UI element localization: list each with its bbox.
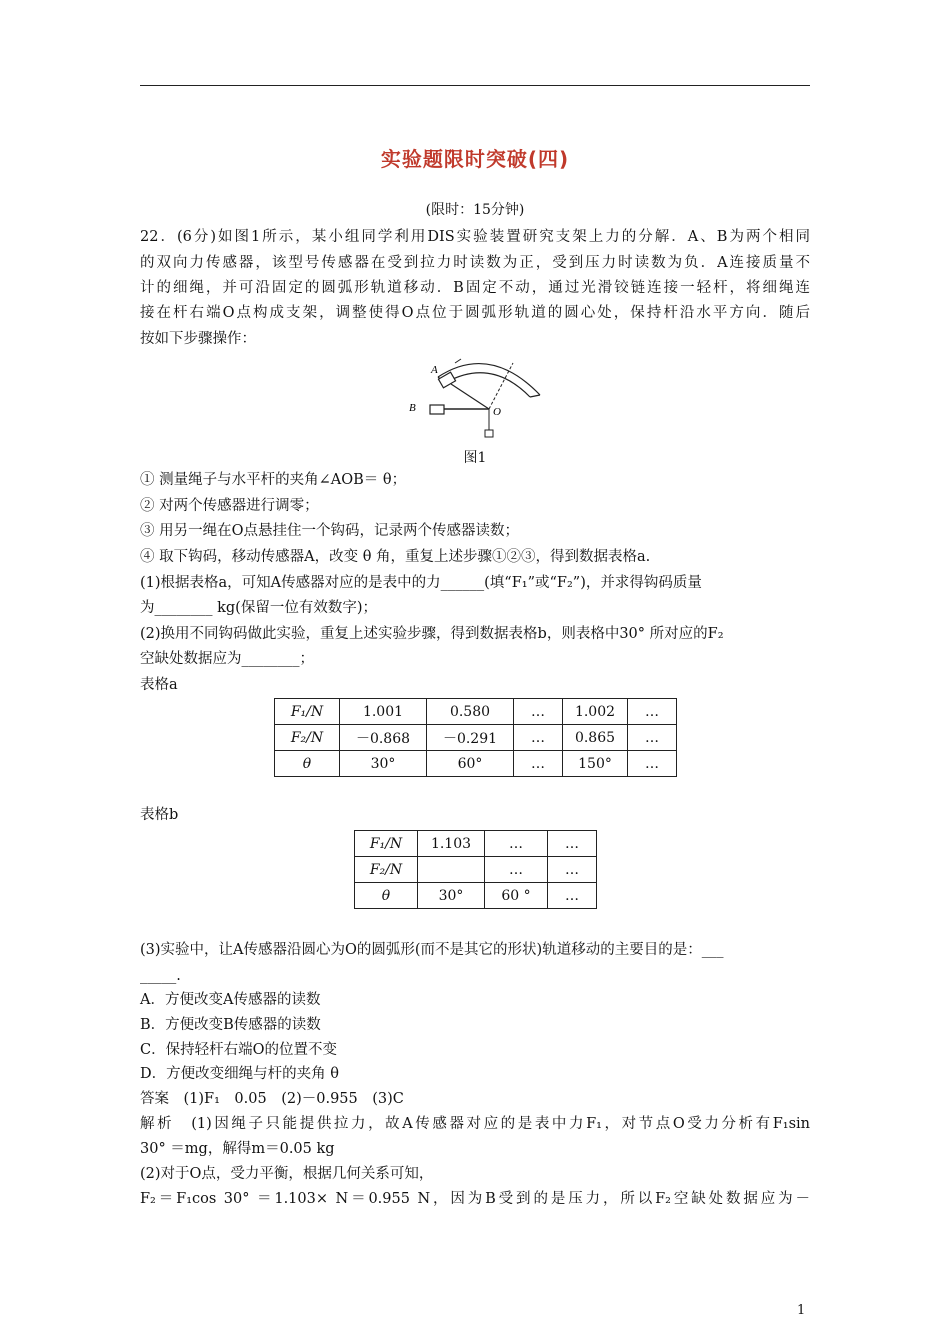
table-cell: F₂/N	[275, 725, 340, 751]
problem-line: 计的细绳，并可沿固定的圆弧形轨道移动．B固定不动，通过光滑铰链连接一轻杆，将细绳连	[140, 280, 810, 296]
table-cell	[418, 857, 485, 883]
arrow-mark	[455, 359, 461, 363]
question-1-cont: 为________ kg(保留一位有效数字)；	[140, 600, 377, 616]
analysis-line: 解析 (1)因绳子只能提供拉力，故A传感器对应的是表中力F₁，对节点O受力分析有F₁sin	[140, 1116, 810, 1132]
dashed-line	[489, 363, 513, 409]
step-4: ④ 取下钩码，移动传感器A，改变 θ 角，重复上述步骤①②③，得到数据表格a.	[140, 549, 651, 565]
table-cell: 60°	[427, 751, 514, 777]
label-a: A	[431, 364, 438, 376]
table-cell: －0.868	[340, 725, 427, 751]
table-cell: …	[514, 725, 563, 751]
analysis-line: F₂＝F₁cos 30° ＝1.103× N＝0.955 N，因为B受到的是压力，所以F₂空缺处数据应为－	[140, 1191, 810, 1207]
table-cell: …	[548, 831, 597, 857]
question-2: (2)换用不同钩码做此实验，重复上述实验步骤，得到数据表格b，则表格中30° 所对应的F₂	[140, 626, 724, 642]
table-row	[275, 725, 677, 751]
step-1: ① 测量绳子与水平杆的夹角∠AOB＝ θ；	[140, 472, 407, 488]
label-b: B	[409, 402, 416, 414]
analysis-line: 30° ＝mg，解得m＝0.05 kg	[140, 1141, 335, 1157]
table-cell: …	[628, 725, 677, 751]
sensor-b-shape	[430, 405, 444, 414]
table-b-label: 表格b	[140, 807, 179, 823]
option-d: D．方便改变细绳与杆的夹角 θ	[140, 1066, 339, 1082]
table-cell: θ	[355, 883, 418, 909]
question-3-cont: _____.	[140, 968, 181, 984]
table-cell: 30°	[340, 751, 427, 777]
table-cell: 60 °	[485, 883, 548, 909]
analysis-line: (2)对于O点，受力平衡，根据几何关系可知，	[140, 1166, 434, 1182]
label-o: O	[493, 406, 501, 418]
rope	[451, 384, 489, 409]
table-cell: …	[628, 751, 677, 777]
table-b	[354, 830, 597, 909]
table-row	[355, 831, 597, 857]
question-1: (1)根据表格a，可知A传感器对应的是表中的力______(填“F₁”或“F₂”)，并求得钩码质量	[140, 575, 702, 591]
option-b: B．方便改变B传感器的读数	[140, 1017, 321, 1033]
step-2: ② 对两个传感器进行调零；	[140, 498, 319, 514]
page-number: 1	[797, 1303, 806, 1318]
table-cell: …	[485, 831, 548, 857]
table-row	[355, 883, 597, 909]
table-row	[275, 751, 677, 777]
table-cell: 1.001	[340, 699, 427, 725]
table-cell: …	[514, 699, 563, 725]
table-cell: …	[485, 857, 548, 883]
table-cell: 0.865	[563, 725, 628, 751]
header-rule	[140, 85, 810, 86]
table-cell: 1.002	[563, 699, 628, 725]
table-cell: 150°	[563, 751, 628, 777]
apparatus-figure	[405, 355, 555, 445]
table-cell: F₁/N	[275, 699, 340, 725]
table-cell: …	[548, 883, 597, 909]
table-cell: 1.103	[418, 831, 485, 857]
table-cell: 30°	[418, 883, 485, 909]
table-row	[355, 857, 597, 883]
page-title: 实验题限时突破(四)	[380, 147, 570, 171]
problem-line: 接在杆右端O点构成支架，调整使得O点位于圆弧形轨道的圆心处，保持杆沿水平方向．随后	[140, 305, 810, 321]
table-cell: …	[628, 699, 677, 725]
time-limit: (限时：15分钟)	[425, 202, 525, 218]
arc-track-end	[530, 395, 540, 397]
table-row	[275, 699, 677, 725]
question-2-cont: 空缺处数据应为________；	[140, 651, 314, 667]
step-3: ③ 用另一绳在O点悬挂住一个钩码，记录两个传感器读数；	[140, 523, 519, 539]
hook-weight	[485, 430, 493, 437]
table-cell: θ	[275, 751, 340, 777]
problem-line: 的双向力传感器，该型号传感器在受到拉力时读数为正，受到压力时读数为负．A连接质量不	[140, 255, 810, 271]
table-cell: F₂/N	[355, 857, 418, 883]
question-3: (3)实验中，让A传感器沿圆心为O的圆弧形(而不是其它的形状)轨道移动的主要目的是：___	[140, 942, 724, 958]
option-c: C．保持轻杆右端O的位置不变	[140, 1042, 337, 1058]
figure-caption: 图1	[463, 450, 487, 466]
table-cell: F₁/N	[355, 831, 418, 857]
option-a: A．方便改变A传感器的读数	[140, 992, 321, 1008]
table-a	[274, 698, 677, 777]
table-cell: …	[548, 857, 597, 883]
problem-line: 按如下步骤操作：	[140, 331, 256, 347]
table-cell: －0.291	[427, 725, 514, 751]
answer-line: 答案 (1)F₁ 0.05 (2)－0.955 (3)C	[140, 1091, 404, 1107]
table-cell: …	[514, 751, 563, 777]
problem-line: 22．(6分)如图1所示，某小组同学利用DIS实验装置研究支架上力的分解．A、B为两个相同	[140, 229, 810, 245]
table-cell: 0.580	[427, 699, 514, 725]
table-a-label: 表格a	[140, 677, 178, 693]
